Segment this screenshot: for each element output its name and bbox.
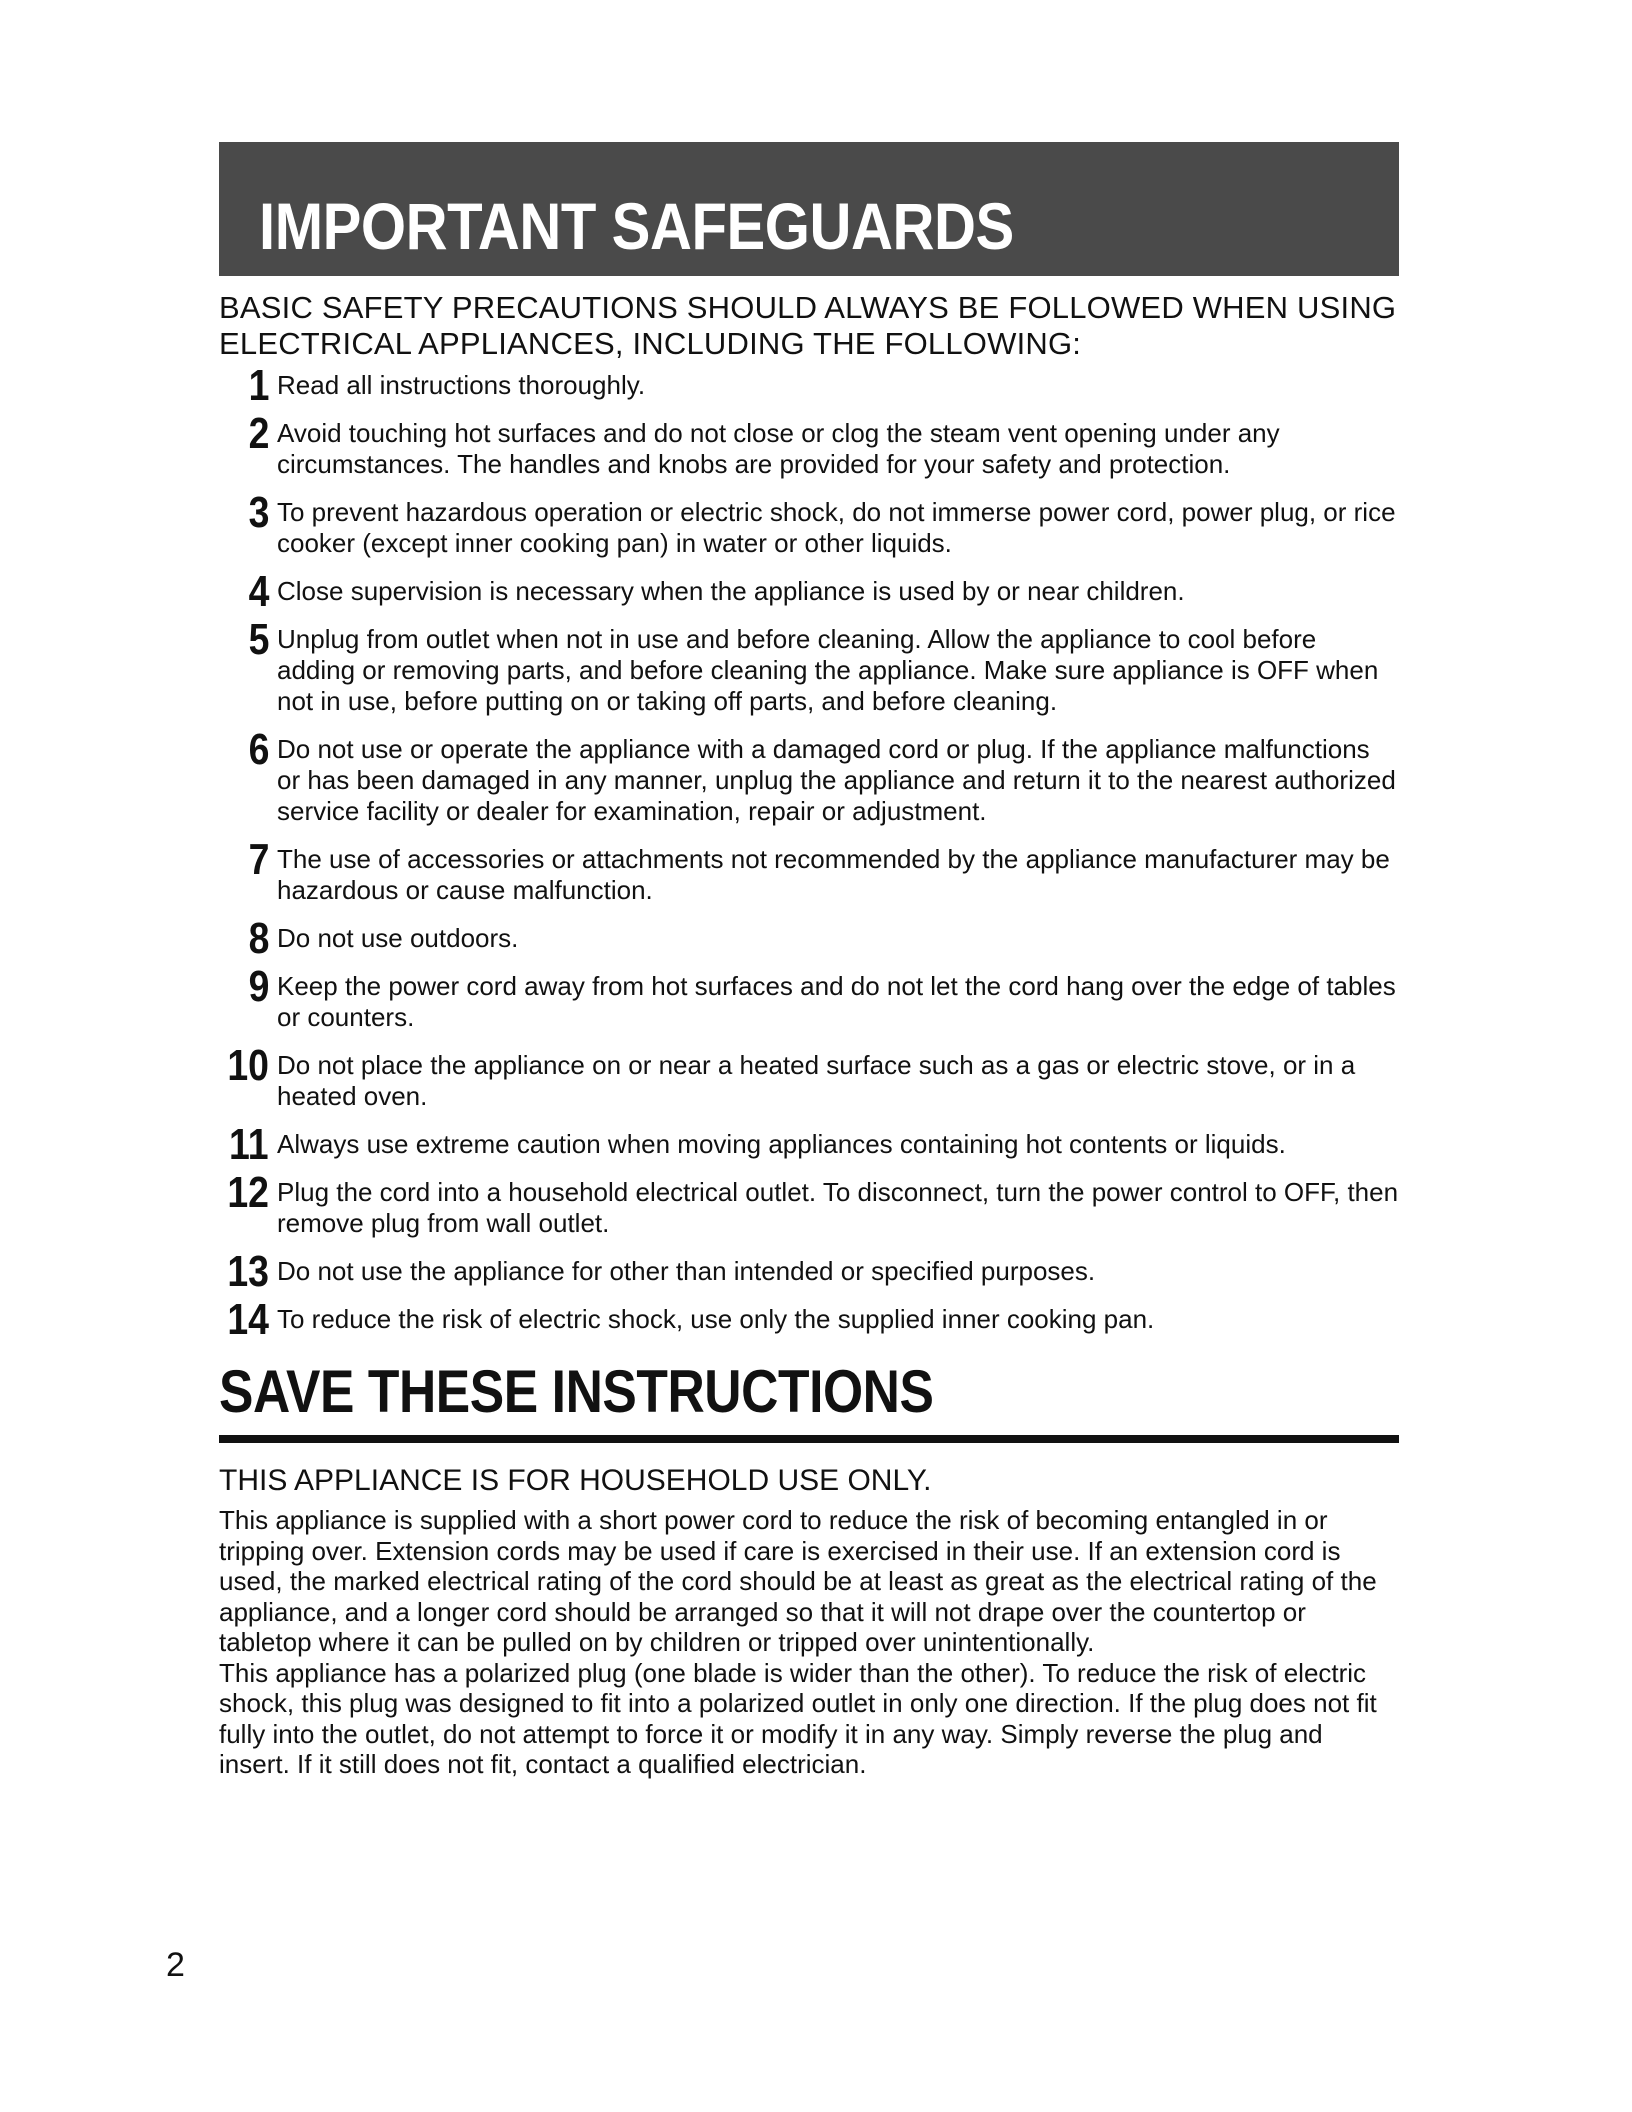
safeguards-list: [219, 361, 1399, 1344]
item-number: 5: [248, 615, 269, 664]
item-text: To reduce the risk of electric shock, use only the supplied inner cooking pan.: [277, 1304, 1155, 1334]
item-text: Read all instructions thoroughly.: [277, 370, 646, 400]
extension-cord-paragraph: This appliance is supplied with a short power cord to reduce the risk of becoming entangled in or tripping over. Extension cords may be used if care is exercised in their use. If an extension cord is used, the marked electrical rating of the cord should be at least as great as the electrical rating of the appliance, and a longer cord should be arranged so that it will not drape over the countertop or tabletop where it can be pulled on by children or tripped over unintentionally.: [219, 1505, 1377, 1657]
item-text: Do not place the appliance on or near a heated surface such as a gas or electric stove, or in a heated oven.: [277, 1050, 1356, 1111]
item-number: 8: [248, 914, 269, 963]
item-number: 12: [227, 1168, 269, 1217]
item-number: 14: [227, 1295, 269, 1344]
list-item: [219, 835, 1399, 906]
section-divider: [219, 1435, 1399, 1443]
item-text: Do not use the appliance for other than intended or specified purposes.: [277, 1256, 1096, 1286]
list-item: [219, 567, 1399, 616]
item-number: 1: [248, 361, 269, 410]
list-item: [219, 1168, 1399, 1239]
item-number: 3: [248, 488, 269, 537]
item-number: 10: [227, 1041, 269, 1090]
list-item: [219, 1120, 1399, 1169]
item-number: 9: [248, 962, 269, 1011]
item-text: Keep the power cord away from hot surfaces and do not let the cord hang over the edge of tables or counters.: [277, 971, 1396, 1032]
item-text: The use of accessories or attachments not recommended by the appliance manufacturer may be hazardous or cause malfunction.: [277, 844, 1390, 905]
item-text: Do not use or operate the appliance with a damaged cord or plug. If the appliance malfunctions or has been damaged in any manner, unplug the appliance and return it to the nearest authorized service facility or dealer for examination, repair or adjustment.: [277, 734, 1396, 826]
list-item: [219, 962, 1399, 1033]
item-text: Plug the cord into a household electrical outlet. To disconnect, turn the power control to OFF, then remove plug from wall outlet.: [277, 1177, 1399, 1238]
item-number: 4: [248, 567, 269, 616]
item-text: Always use extreme caution when moving appliances containing hot contents or liquids.: [277, 1129, 1286, 1159]
item-text: Avoid touching hot surfaces and do not close or clog the steam vent opening under any circumstances. The handles and knobs are provided for your safety and protection.: [277, 418, 1280, 479]
list-item: [219, 914, 1399, 963]
item-text: Close supervision is necessary when the appliance is used by or near children.: [277, 576, 1185, 606]
save-instructions-heading: SAVE THESE INSTRUCTIONS: [219, 1358, 934, 1425]
list-item: [219, 1295, 1399, 1344]
item-number: 6: [248, 725, 269, 774]
household-use-heading: THIS APPLIANCE IS FOR HOUSEHOLD USE ONLY.: [219, 1464, 932, 1497]
list-item: [219, 488, 1399, 559]
polarized-plug-paragraph: This appliance has a polarized plug (one blade is wider than the other). To reduce the risk of electric shock, this plug was designed to fit into a polarized outlet in only one direction. If the plug does not fit fully into the outlet, do not attempt to force it or modify it in any way. Simply reverse the plug and insert. If it still does not fit, contact a qualified electrician.: [219, 1657, 1377, 1779]
page-title: IMPORTANT SAFEGUARDS: [259, 189, 1014, 263]
household-body: [219, 1505, 1399, 1780]
item-text: Unplug from outlet when not in use and before cleaning. Allow the appliance to cool before adding or removing parts, and before cleaning the appliance. Make sure appliance is OFF when not in use, before putting on or taking off parts, and before cleaning.: [277, 624, 1379, 716]
list-item: [219, 615, 1399, 717]
item-number: 13: [227, 1247, 269, 1296]
list-item: [219, 361, 1399, 410]
list-item: [219, 1041, 1399, 1112]
item-number: 7: [248, 835, 269, 884]
list-item: [219, 409, 1399, 480]
list-item: [219, 1247, 1399, 1296]
manual-page: [219, 142, 1399, 1780]
intro-text: BASIC SAFETY PRECAUTIONS SHOULD ALWAYS BE FOLLOWED WHEN USING ELECTRICAL APPLIANCES, INCLUDING THE FOLLOWING:: [219, 290, 1397, 361]
item-number: 11: [229, 1120, 269, 1169]
item-number: 2: [248, 409, 269, 458]
title-banner: [219, 142, 1399, 276]
page-number: 2: [166, 1946, 185, 1984]
item-text: Do not use outdoors.: [277, 923, 519, 953]
item-text: To prevent hazardous operation or electric shock, do not immerse power cord, power plug, or rice cooker (except inner cooking pan) in water or other liquids.: [277, 497, 1396, 558]
list-item: [219, 725, 1399, 827]
